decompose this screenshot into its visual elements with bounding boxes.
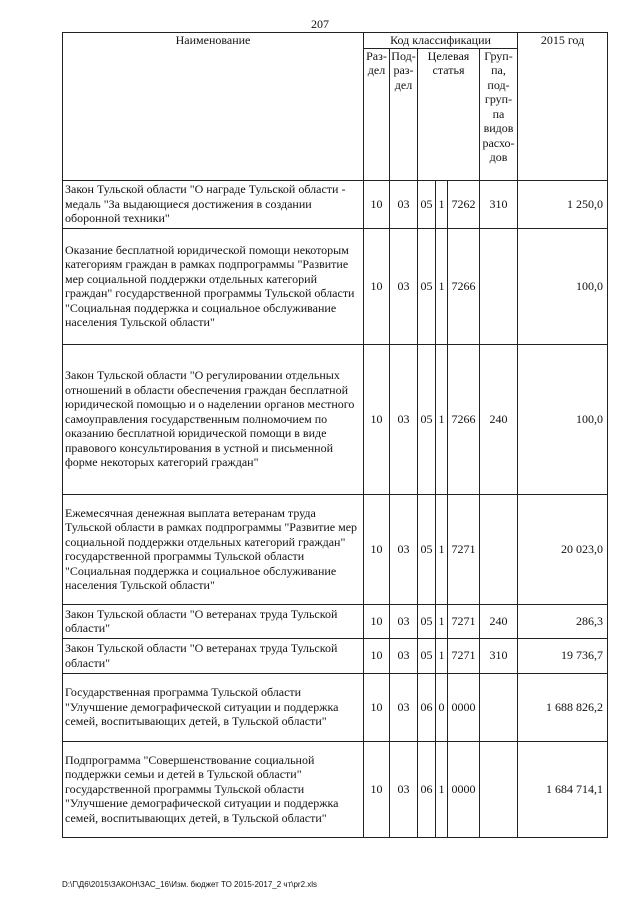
row-target-subprogram: 1: [436, 494, 448, 604]
row-amount: 1 250,0: [518, 180, 608, 228]
row-target-direction: 0000: [448, 673, 480, 741]
row-name: Ежемесячная денежная выплата ветеранам труда Тульской области в рамках подпрограммы "Развитие мер социальной поддержки отдельных категорий граждан" государственной программы Тульской области "Социальная поддержка и социальное обслуживание населения Тульской области": [63, 494, 364, 604]
row-podrazdel: 03: [390, 344, 418, 494]
row-group: 240: [480, 604, 518, 638]
row-group: [480, 228, 518, 344]
row-razdel: 10: [364, 638, 390, 673]
row-name: Закон Тульской области "О ветеранах труда Тульской области": [63, 604, 364, 638]
row-amount: 1 688 826,2: [518, 673, 608, 741]
row-target-direction: 7266: [448, 228, 480, 344]
row-name: Закон Тульской области "О ветеранах труда Тульской области": [63, 638, 364, 673]
row-razdel: 10: [364, 180, 390, 228]
row-podrazdel: 03: [390, 228, 418, 344]
row-target-program: 05: [418, 180, 436, 228]
row-target-direction: 0000: [448, 741, 480, 837]
row-podrazdel: 03: [390, 638, 418, 673]
row-target-subprogram: 1: [436, 741, 448, 837]
row-amount: 19 736,7: [518, 638, 608, 673]
row-razdel: 10: [364, 741, 390, 837]
row-target-subprogram: 0: [436, 673, 448, 741]
row-podrazdel: 03: [390, 494, 418, 604]
row-target-direction: 7271: [448, 604, 480, 638]
row-name: Оказание бесплатной юридической помощи некоторым категориям граждан в рамках подпрограммы "Развитие мер социальной поддержки отдельных категорий граждан" государственной программы Тульской области "Социальная поддержка и социальное обслуживание населения Тульской области": [63, 228, 364, 344]
row-name: Подпрограмма "Совершенствование социальной поддержки семьи и детей в Тульской области" государственной программы Тульской области "Улучшение демографической ситуации и поддержка семей, воспитывающих детей, в Тульской области": [63, 741, 364, 837]
row-target-subprogram: 1: [436, 638, 448, 673]
row-group: 310: [480, 180, 518, 228]
row-amount: 100,0: [518, 228, 608, 344]
row-target-subprogram: 1: [436, 180, 448, 228]
table-row: [63, 604, 608, 638]
row-group: 310: [480, 638, 518, 673]
row-group: [480, 673, 518, 741]
row-podrazdel: 03: [390, 741, 418, 837]
table-row: [63, 741, 608, 837]
table-row: [63, 638, 608, 673]
column-header-target: Целевая статья: [418, 48, 480, 180]
row-target-subprogram: 1: [436, 228, 448, 344]
file-path-footer: D:\Г\Д6\2015\ЗАКОН\ЗАС_16\Изм. бюджет ТО 2015-2017_2 чт\pr2.xls: [62, 880, 318, 889]
row-podrazdel: 03: [390, 673, 418, 741]
row-target-direction: 7271: [448, 638, 480, 673]
row-target-program: 05: [418, 228, 436, 344]
row-group: [480, 741, 518, 837]
column-header-podrazdel: Под- раз- дел: [390, 48, 418, 180]
row-razdel: 10: [364, 604, 390, 638]
column-header-group: Груп- па, под- груп- па видов расхо- дов: [480, 48, 518, 180]
table-row: [63, 494, 608, 604]
row-target-program: 06: [418, 673, 436, 741]
row-amount: 20 023,0: [518, 494, 608, 604]
row-amount: 1 684 714,1: [518, 741, 608, 837]
row-razdel: 10: [364, 494, 390, 604]
table-row: [63, 673, 608, 741]
row-name: Государственная программа Тульской области "Улучшение демографической ситуации и поддержка семей, воспитывающих детей, в Тульской области": [63, 673, 364, 741]
row-amount: 100,0: [518, 344, 608, 494]
row-target-program: 05: [418, 604, 436, 638]
column-header-razdel: Раз- дел: [364, 48, 390, 180]
row-podrazdel: 03: [390, 604, 418, 638]
row-amount: 286,3: [518, 604, 608, 638]
row-name: Закон Тульской области "О награде Тульской области - медаль "За выдающиеся достижения в создании оборонной техники": [63, 180, 364, 228]
table-row: [63, 344, 608, 494]
row-group: [480, 494, 518, 604]
row-target-direction: 7262: [448, 180, 480, 228]
row-razdel: 10: [364, 228, 390, 344]
budget-table: [62, 32, 608, 838]
row-target-program: 06: [418, 741, 436, 837]
row-target-direction: 7266: [448, 344, 480, 494]
column-header-year: 2015 год: [518, 33, 608, 181]
column-header-name: Наименование: [63, 33, 364, 181]
row-razdel: 10: [364, 673, 390, 741]
column-header-code: Код классификации: [364, 33, 518, 49]
row-target-direction: 7271: [448, 494, 480, 604]
table-row: [63, 180, 608, 228]
table-row: [63, 228, 608, 344]
page-number: 207: [311, 17, 329, 31]
row-name: Закон Тульской области "О регулировании отдельных отношений в области обеспечения граждан бесплатной юридической помощью и о наделении органов местного самоуправления государственным полномочием по оказанию бесплатной юридической помощи в виде правового консультирования в устной и письменной форме некоторых категорий граждан": [63, 344, 364, 494]
row-target-program: 05: [418, 494, 436, 604]
row-target-program: 05: [418, 638, 436, 673]
row-target-program: 05: [418, 344, 436, 494]
row-target-subprogram: 1: [436, 604, 448, 638]
row-group: 240: [480, 344, 518, 494]
row-razdel: 10: [364, 344, 390, 494]
row-target-subprogram: 1: [436, 344, 448, 494]
row-podrazdel: 03: [390, 180, 418, 228]
